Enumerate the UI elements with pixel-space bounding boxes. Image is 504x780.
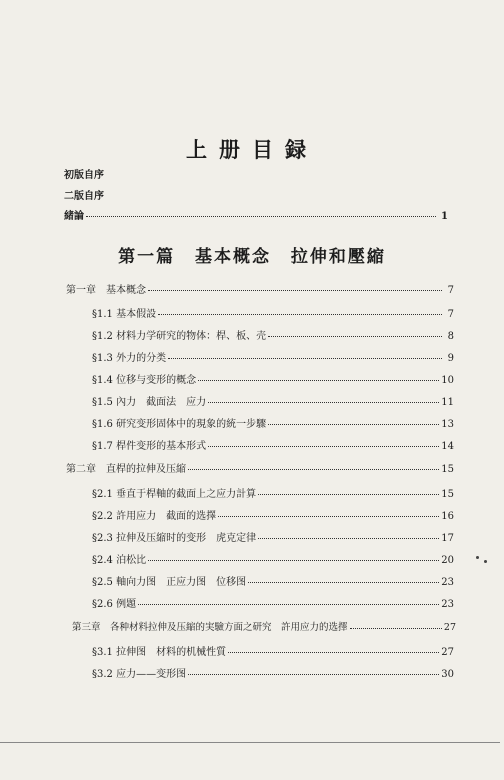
toc-section-3-2	[92, 665, 454, 680]
page-title: 上册目録	[186, 137, 318, 162]
toc-entry-label: §3.1 拉伸图 材料的机械性質	[92, 647, 227, 658]
toc-entry-page: 13	[441, 419, 454, 430]
toc-entry-page: 27	[443, 622, 456, 633]
toc-section-2-3	[92, 529, 454, 544]
ink-spot	[476, 556, 479, 559]
toc-entry-page: 7	[447, 309, 454, 320]
toc-entry-page: 27	[441, 647, 454, 658]
toc-entry-label: §2.4 泊松比	[92, 555, 147, 566]
toc-entry-introduction	[64, 207, 448, 222]
front-matter-preface-1: 初版自序	[64, 170, 104, 181]
toc-entry-label: §2.1 垂直于桿軸的截面上之应力計算	[92, 489, 257, 500]
leader-dots	[350, 628, 442, 629]
part-name-1: 基本概念	[195, 247, 271, 267]
toc-section-1-5	[92, 393, 454, 408]
leader-dots	[138, 604, 439, 605]
toc-section-2-1	[92, 485, 454, 500]
toc-entry-label: §2.6 例題	[92, 599, 137, 610]
toc-entry-label: §1.4 位移与变形的概念	[92, 375, 197, 386]
toc-entry-page: 15	[441, 464, 454, 475]
toc-entry-label: 緒論	[64, 211, 84, 222]
leader-dots	[258, 494, 439, 495]
toc-section-2-2	[92, 507, 454, 522]
toc-entry-label: §1.3 外力的分类	[92, 353, 167, 364]
leader-dots	[188, 674, 439, 675]
toc-entry-label: §2.3 拉伸及压縮时的变形 虎克定律	[92, 533, 257, 544]
part-name-2: 拉伸和壓縮	[290, 247, 386, 267]
leader-dots	[218, 516, 439, 517]
toc-entry-page: 20	[441, 555, 454, 566]
leader-dots	[198, 380, 439, 381]
toc-entry-label: 第二章 直桿的拉伸及压縮	[66, 464, 186, 475]
leader-dots	[208, 446, 439, 447]
leader-dots	[268, 336, 442, 337]
toc-entry-page: 23	[441, 577, 454, 588]
toc-section-1-2	[92, 327, 454, 342]
toc-chapter-3	[72, 619, 456, 633]
leader-dots	[258, 538, 439, 539]
toc-entry-page: 14	[441, 441, 454, 452]
toc-entry-page: 9	[447, 353, 454, 364]
ink-spot	[484, 560, 487, 563]
leader-dots	[158, 314, 442, 315]
leader-dots	[148, 290, 442, 291]
toc-entry-label: §1.7 桿件变形的基本形式	[92, 441, 207, 452]
toc-entry-page: 23	[441, 599, 454, 610]
front-matter-preface-2: 二版自序	[64, 191, 104, 202]
toc-entry-label: 第三章 各种材料拉伸及压縮的実驗方面之研究 許用应力的选擇	[72, 622, 348, 633]
toc-entry-page: 15	[441, 489, 454, 500]
toc-entry-label: §1.2 材料力学研究的物体：桿、板、壳	[92, 331, 267, 342]
toc-entry-page: 17	[441, 533, 454, 544]
part-heading	[0, 242, 504, 267]
toc-section-1-3	[92, 349, 454, 364]
toc-entry-label: §2.5 軸向力图 正应力图 位移图	[92, 577, 247, 588]
leader-dots	[228, 652, 439, 653]
toc-entry-page: 8	[447, 331, 454, 342]
toc-entry-label: §1.6 研究变形固体中的現象的統一步驟	[92, 419, 267, 430]
toc-section-1-6	[92, 415, 454, 430]
toc-chapter-2	[66, 460, 454, 475]
toc-entry-page: 10	[441, 375, 454, 386]
toc-entry-page: 11	[441, 397, 454, 408]
toc-entry-label: §3.2 应力——变形图	[92, 669, 187, 680]
toc-entry-page: 7	[447, 285, 454, 296]
toc-entry-label: 第一章 基本概念	[66, 285, 146, 296]
toc-entry-page: 30	[441, 669, 454, 680]
toc-section-2-5	[92, 573, 454, 588]
leader-dots	[188, 469, 439, 470]
toc-chapter-1	[66, 281, 454, 296]
toc-section-1-1	[92, 305, 454, 320]
page-bottom-rule	[0, 742, 500, 743]
leader-dots	[208, 402, 439, 403]
leader-dots	[148, 560, 439, 561]
toc-section-3-1	[92, 643, 454, 658]
leader-dots	[248, 582, 439, 583]
part-number: 第一篇	[118, 247, 176, 267]
toc-section-1-7	[92, 437, 454, 452]
toc-section-2-6	[92, 595, 454, 610]
leader-dots	[168, 358, 442, 359]
toc-section-1-4	[92, 371, 454, 386]
toc-entry-page: 1	[441, 211, 448, 222]
leader-dots	[268, 424, 439, 425]
toc-entry-page: 16	[441, 511, 454, 522]
toc-entry-label: §1.5 內力 截面法 应力	[92, 397, 207, 408]
toc-entry-label: §2.2 許用应力 截面的选擇	[92, 511, 217, 522]
toc-entry-label: §1.1 基本假設	[92, 309, 157, 320]
toc-section-2-4	[92, 551, 454, 566]
leader-dots	[86, 216, 436, 217]
